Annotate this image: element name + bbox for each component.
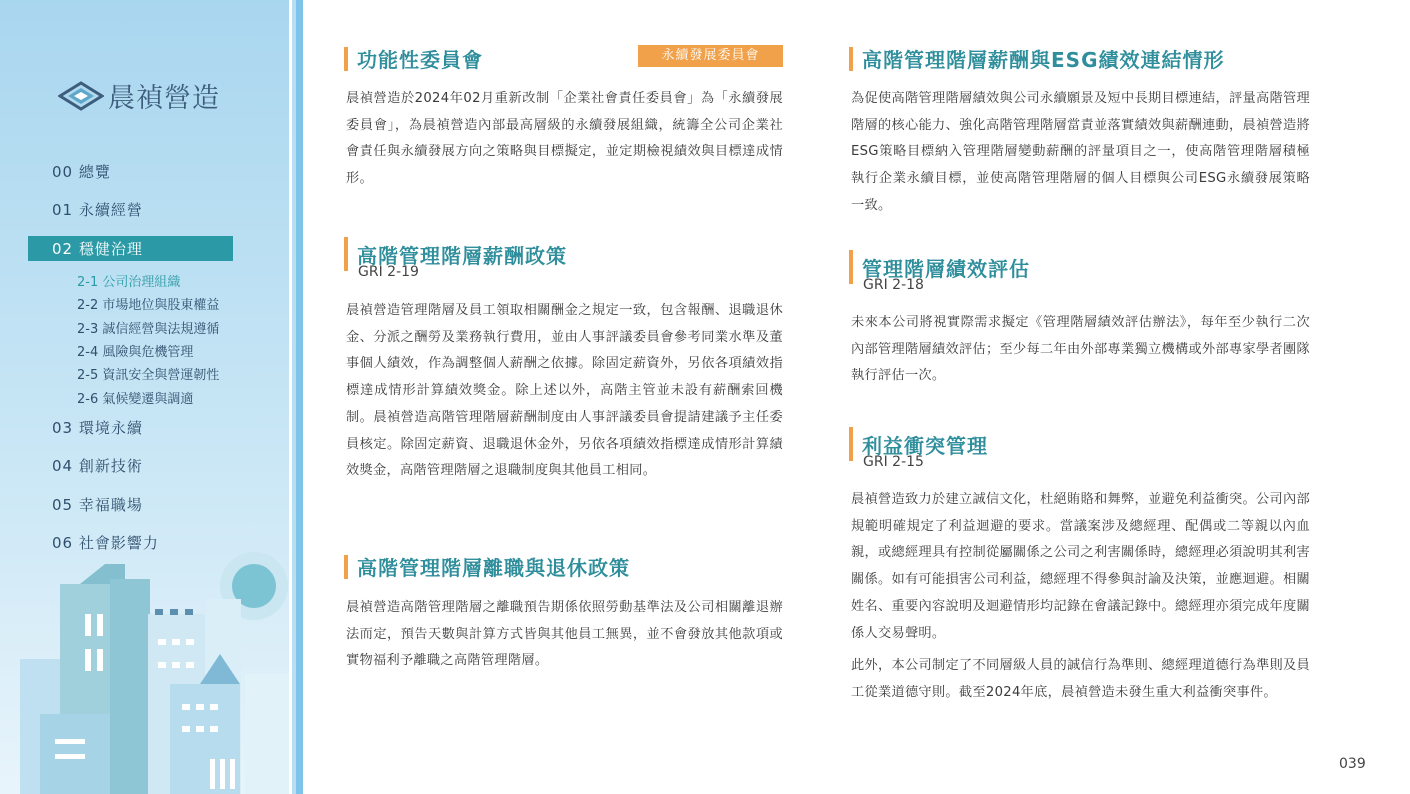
page-number: 039 bbox=[1339, 756, 1366, 772]
performance-evaluation-paragraph: 未來本公司將視實際需求擬定《管理階層績效評估辦法》，每年至少執行二次內部管理階層績效評估；至少每二年由外部專業獨立機構或外部專家學者團隊執行評估一次。 bbox=[851, 315, 1310, 384]
gri-reference: GRI 2-19 bbox=[358, 264, 419, 280]
section-accent-bar bbox=[849, 427, 853, 461]
retirement-policy-paragraph: 晨禎營造高階管理階層之離職預告期係依照勞動基準法及公司相關離退辦法而定，預告天數與計算方式皆與其他員工無異，並不會發放其他款項或實物福利予離職之高階管理階層。 bbox=[346, 600, 783, 669]
nav-item-governance-label: 02 穩健治理 bbox=[52, 240, 143, 258]
section-functional-committee-header bbox=[344, 44, 483, 73]
conflict-of-interest-paragraph-2: 此外，本公司制定了不同層級人員的誠信行為準則、總經理道德行為準則及員工從業道德守則。截至2024年底，晨禎營造未發生重大利益衝突事件。 bbox=[851, 658, 1310, 700]
nav-item-workplace[interactable]: 05 幸福職場 bbox=[52, 496, 143, 514]
section-accent-bar bbox=[344, 237, 348, 271]
sub-nav-item-2-5[interactable]: 2-5 資訊安全與營運韌性 bbox=[77, 368, 220, 383]
section-title: 高階管理階層薪酬與ESG績效連結情形 bbox=[862, 48, 1225, 72]
sidebar-divider bbox=[289, 0, 303, 794]
section-retirement-policy-header bbox=[344, 552, 630, 581]
section-accent-bar bbox=[344, 47, 348, 71]
sub-nav-item-2-6[interactable]: 2-6 氣候變遷與調適 bbox=[77, 392, 194, 407]
committee-tag-badge: 永續發展委員會 bbox=[638, 45, 783, 67]
section-title: 管理階層績效評估 bbox=[862, 256, 1030, 281]
sub-nav-item-2-3[interactable]: 2-3 誠信經營與法規遵循 bbox=[77, 322, 220, 337]
functional-committee-paragraph: 晨禎營造於2024年02月重新改制「企業社會責任委員會」為「永續發展委員會」，為晨禎營造內部最高層級的永續發展組織，統籌全公司企業社會責任與永續發展方向之策略與目標擬定，並定期檢視績效與目標達成情形。 bbox=[346, 91, 783, 187]
section-accent-bar bbox=[344, 555, 348, 579]
nav-item-governance[interactable] bbox=[28, 236, 233, 261]
section-title: 高階管理階層離職與退休政策 bbox=[357, 556, 630, 580]
logo-text: 晨禎營造 bbox=[108, 83, 220, 114]
section-accent-bar bbox=[849, 47, 853, 71]
gri-reference: GRI 2-15 bbox=[863, 454, 924, 470]
nav-item-overview[interactable]: 00 總覽 bbox=[52, 163, 111, 181]
sub-nav-item-2-2[interactable]: 2-2 市場地位與股東權益 bbox=[77, 298, 220, 313]
sub-nav-item-2-4[interactable]: 2-4 風險與危機管理 bbox=[77, 345, 194, 360]
nav-item-environment[interactable]: 03 環境永續 bbox=[52, 419, 143, 437]
compensation-policy-paragraph: 晨禎營造管理階層及員工領取相關酬金之規定一致，包含報酬、退職退休金、分派之酬勞及業務執行費用，並由人事評議委員會參考同業水準及董事個人績效，作為調整個人薪酬之依據。除固定薪資外，另依各項績效指標達成情形計算績效獎金。除上述以外，高階主管並未設有薪酬索回機制。晨禎營造高階管理階層薪酬制度由人事評議委員會提請建議予主任委員核定。除固定薪資、退職退休金外，另依各項績效指標達成情形計算績效獎金，高階管理階層之退職制度與其他員工相同。 bbox=[346, 303, 783, 479]
gri-reference: GRI 2-18 bbox=[863, 277, 924, 293]
sidebar bbox=[0, 0, 289, 794]
esg-link-paragraph: 為促使高階管理階層績效與公司永續願景及短中長期目標連結，評量高階管理階層的核心能力、強化高階管理階層當責並落實績效與薪酬連動，晨禎營造將ESG策略目標納入管理階層變動薪酬的評量項目之一，使高階管理階層積極執行企業永續目標，並使高階管理階層的個人目標與公司ESG永續發展策略一致。 bbox=[851, 91, 1310, 213]
section-esg-link-header bbox=[849, 44, 1224, 73]
section-accent-bar bbox=[849, 250, 853, 284]
nav-item-social-impact[interactable]: 06 社會影響力 bbox=[52, 534, 159, 552]
section-title: 利益衝突管理 bbox=[862, 433, 988, 458]
conflict-of-interest-paragraph: 晨禎營造致力於建立誠信文化，杜絕賄賂和舞弊，並避免利益衝突。公司內部規範明確規定了利益迴避的要求。當議案涉及總經理、配偶或二等親以內血親，或總經理具有控制從屬關係之公司之利害關係時，總經理必須說明其利害關係。如有可能損害公司利益，總經理不得參與討論及決策，並應迴避。相關姓名、重要內容說明及迴避情形均記錄在會議記錄中。總經理亦須完成年度關係人交易聲明。 bbox=[851, 492, 1310, 641]
section-title: 高階管理階層薪酬政策 bbox=[357, 243, 567, 268]
city-skyline-illustration bbox=[0, 544, 289, 794]
nav-item-innovation[interactable]: 04 創新技術 bbox=[52, 457, 143, 475]
section-title: 功能性委員會 bbox=[357, 48, 483, 72]
logo-mark-icon bbox=[58, 81, 104, 111]
company-logo bbox=[58, 76, 220, 115]
nav-item-sustainability[interactable]: 01 永續經營 bbox=[52, 201, 143, 219]
sub-nav-item-2-1[interactable]: 2-1 公司治理組織 bbox=[77, 275, 181, 290]
